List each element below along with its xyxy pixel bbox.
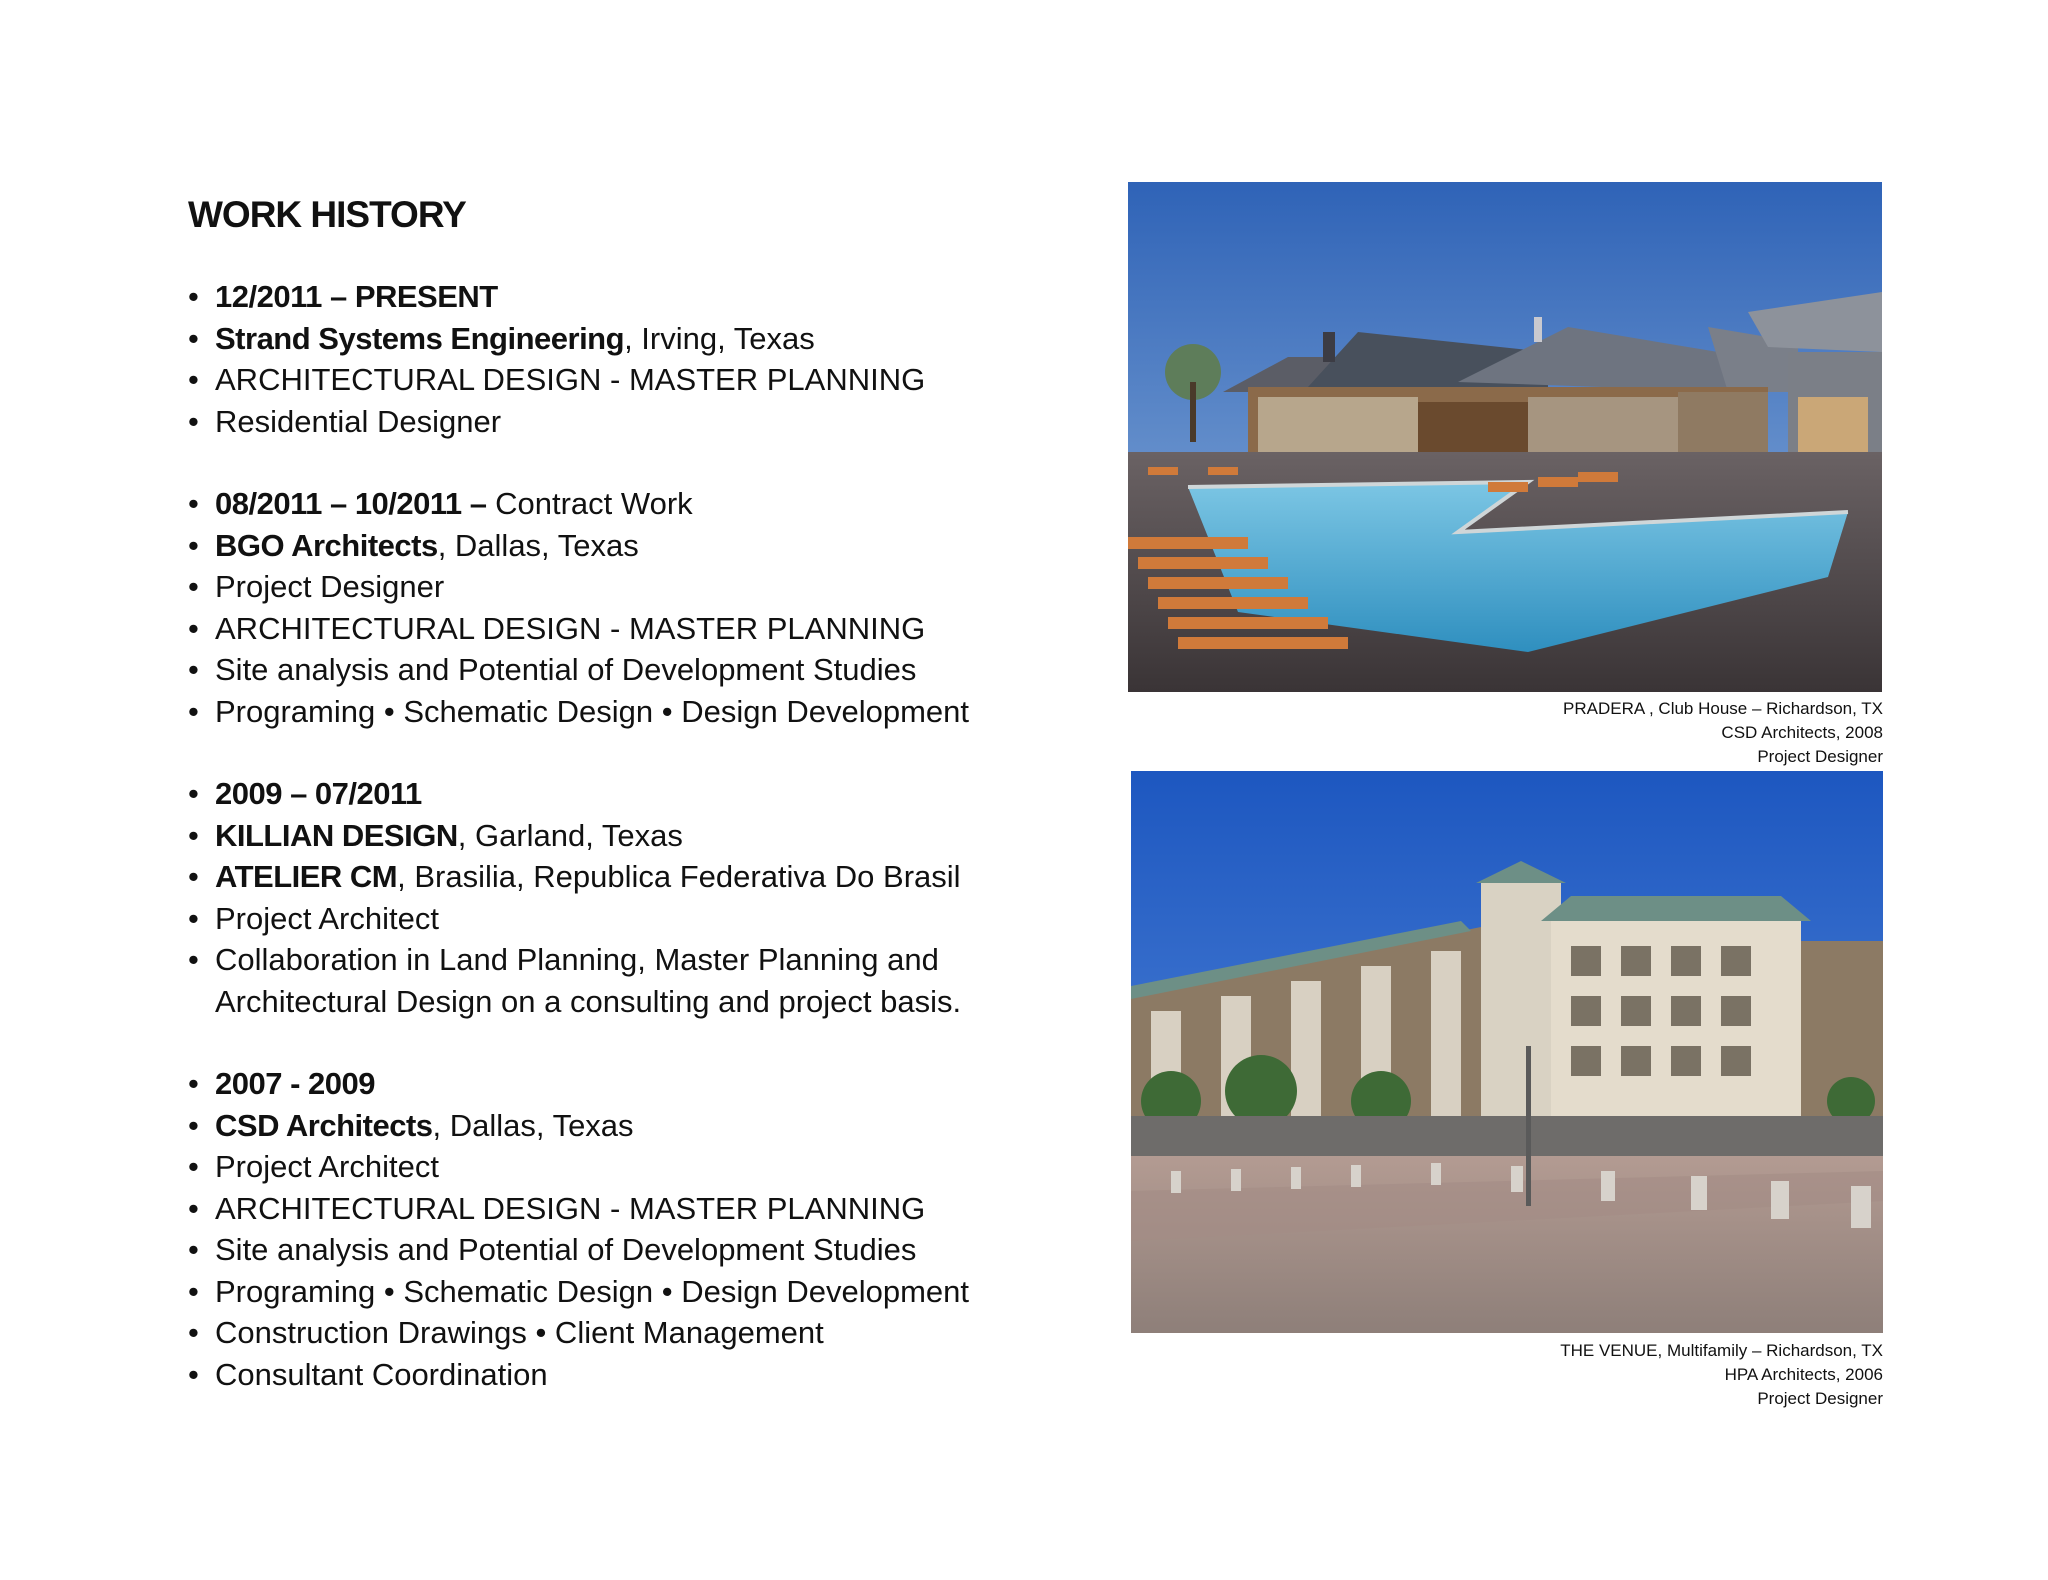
caption-firm: HPA Architects, 2006 xyxy=(1724,1365,1883,1384)
bullet-icon: • xyxy=(188,403,199,439)
list-item xyxy=(188,276,1088,318)
list-item xyxy=(188,1188,1088,1230)
list-item xyxy=(188,1063,1088,1105)
bullet-icon: • xyxy=(188,279,199,314)
bullet-icon: • xyxy=(188,942,199,977)
bullet-icon: • xyxy=(188,859,199,894)
pool-clubhouse-photo xyxy=(1128,182,1882,692)
caption-project: THE VENUE, Multifamily – Richardson, TX xyxy=(1560,1341,1883,1360)
list-item xyxy=(188,401,1088,443)
item-text: ARCHITECTURAL DESIGN - MASTER PLANNING xyxy=(215,362,926,397)
item-bold-text: Strand Systems Engineering xyxy=(215,320,625,356)
list-item xyxy=(188,1105,1088,1147)
item-text: Residential Designer xyxy=(215,403,502,439)
bullet-icon: • xyxy=(188,1315,199,1350)
item-bold-text: 08/2011 – 10/2011 – xyxy=(215,486,487,521)
list-item xyxy=(188,1354,1088,1396)
item-text: Contract Work xyxy=(486,486,693,521)
pool-clubhouse-illustration xyxy=(1128,182,1882,692)
list-item xyxy=(188,483,1088,525)
history-entry-1 xyxy=(188,276,1088,442)
list-item xyxy=(188,359,1088,401)
list-item xyxy=(188,1271,1088,1313)
item-text: Programing • Schematic Design • Design Development xyxy=(215,693,969,729)
list-item xyxy=(188,649,1088,691)
photo-caption-1 xyxy=(1563,697,1883,769)
item-text: Site analysis and Potential of Development Studies xyxy=(215,652,917,687)
item-bold-text: CSD Architects xyxy=(215,1107,433,1143)
bullet-icon: • xyxy=(188,776,199,811)
item-bold-text: 2009 – 07/2011 xyxy=(215,776,422,811)
caption-role: Project Designer xyxy=(1757,747,1883,766)
item-text: Construction Drawings • Client Management xyxy=(215,1315,824,1350)
caption-firm: CSD Architects, 2008 xyxy=(1721,723,1883,742)
bullet-icon: • xyxy=(188,900,199,936)
list-item xyxy=(188,898,1088,940)
bullet-icon: • xyxy=(188,652,199,687)
list-item xyxy=(188,1312,1088,1354)
bullet-icon: • xyxy=(188,569,199,604)
history-entry-4 xyxy=(188,1063,1088,1395)
item-text: Consultant Coordination xyxy=(215,1356,548,1392)
caption-project: PRADERA , Club House – Richardson, TX xyxy=(1563,699,1883,718)
item-bold-text: 12/2011 – PRESENT xyxy=(215,279,498,314)
item-text: ARCHITECTURAL DESIGN - MASTER PLANNING xyxy=(215,1190,926,1226)
bullet-icon: • xyxy=(188,362,199,397)
bullet-icon: • xyxy=(188,817,199,853)
item-text: Project Architect xyxy=(215,1149,439,1184)
list-item xyxy=(188,773,1088,815)
history-entry-3 xyxy=(188,773,1088,1022)
bullet-icon: • xyxy=(188,1149,199,1184)
item-text: , Dallas, Texas xyxy=(437,527,639,563)
list-item xyxy=(188,939,1075,1022)
bullet-icon: • xyxy=(188,1356,199,1392)
item-bold-text: 2007 - 2009 xyxy=(215,1066,375,1101)
item-text: Site analysis and Potential of Development Studies xyxy=(215,1232,917,1267)
history-entry-2 xyxy=(188,483,1088,732)
bullet-icon: • xyxy=(188,320,199,356)
page-title: WORK HISTORY xyxy=(188,194,466,235)
item-text: Collaboration in Land Planning, Master Planning and Architectural Design on a consulting and project basis. xyxy=(215,942,962,1019)
item-text: Project Designer xyxy=(215,569,445,604)
bullet-icon: • xyxy=(188,1107,199,1143)
bullet-icon: • xyxy=(188,527,199,563)
item-text: ARCHITECTURAL DESIGN - MASTER PLANNING xyxy=(215,610,926,646)
item-text: Programing • Schematic Design • Design Development xyxy=(215,1273,969,1309)
photo-caption-2 xyxy=(1560,1339,1883,1411)
item-bold-text: BGO Architects xyxy=(215,527,438,563)
item-bold-text: ATELIER CM xyxy=(215,859,398,894)
list-item xyxy=(188,1146,1088,1188)
multifamily-building-photo xyxy=(1131,771,1883,1333)
bullet-icon: • xyxy=(188,693,199,729)
item-bold-text: KILLIAN DESIGN xyxy=(215,817,458,853)
item-text: Project Architect xyxy=(215,900,439,936)
list-item xyxy=(188,691,1088,733)
bullet-icon: • xyxy=(188,1190,199,1226)
list-item xyxy=(188,525,1088,567)
list-item xyxy=(188,815,1088,857)
item-text: , Brasilia, Republica Federativa Do Brasil xyxy=(397,859,961,894)
list-item xyxy=(188,856,1088,898)
bullet-icon: • xyxy=(188,1273,199,1309)
list-item xyxy=(188,1229,1088,1271)
bullet-icon: • xyxy=(188,1232,199,1267)
bullet-icon: • xyxy=(188,486,199,521)
bullet-icon: • xyxy=(188,610,199,646)
list-item xyxy=(188,566,1088,608)
caption-role: Project Designer xyxy=(1757,1389,1883,1408)
multifamily-building-illustration xyxy=(1131,771,1883,1333)
list-item xyxy=(188,608,1088,650)
bullet-icon: • xyxy=(188,1066,199,1101)
list-item xyxy=(188,318,1088,360)
item-text: , Dallas, Texas xyxy=(432,1107,634,1143)
item-text: , Irving, Texas xyxy=(624,320,815,356)
item-text: , Garland, Texas xyxy=(457,817,683,853)
work-history-list xyxy=(188,276,1088,1436)
